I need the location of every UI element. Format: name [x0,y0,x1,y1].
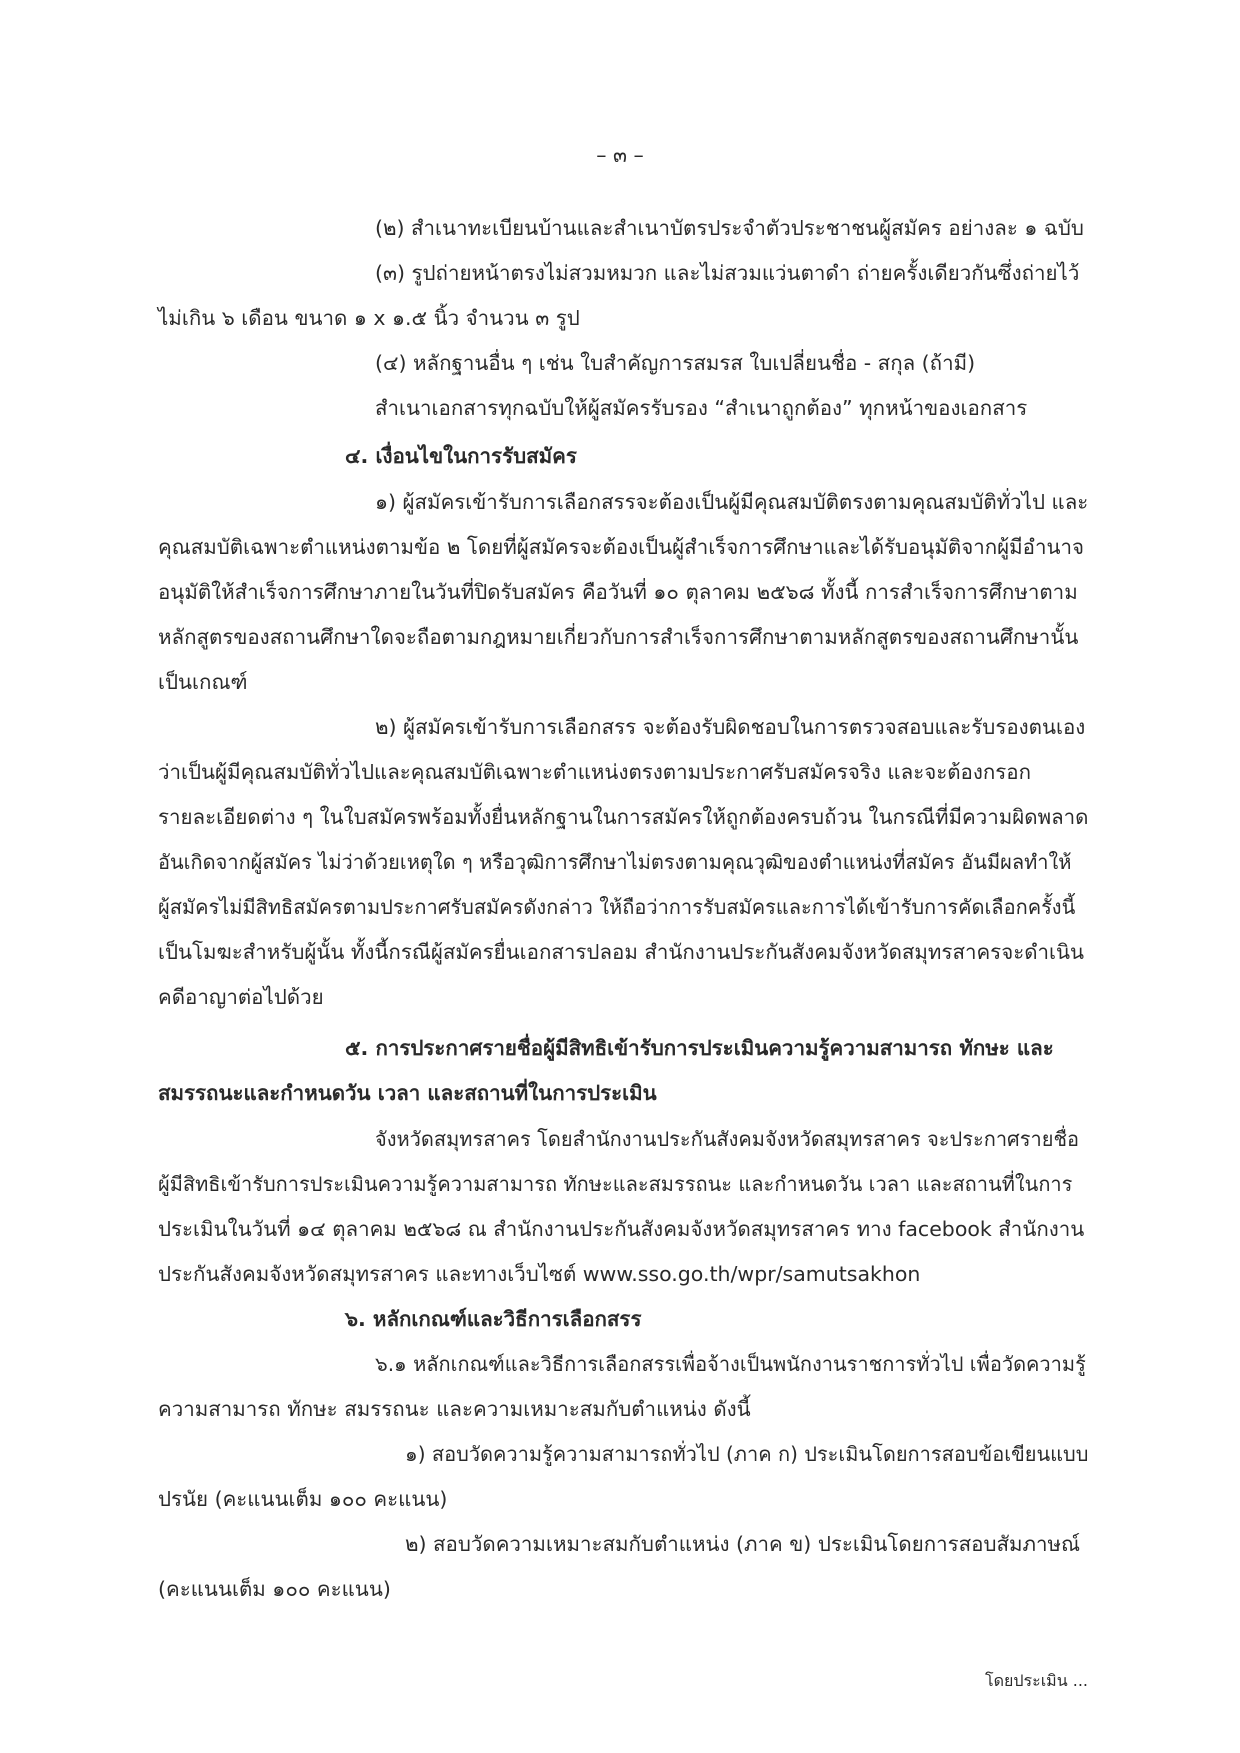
section-4-p2-line: ผู้สมัครไม่มีสิทธิสมัครตามประกาศรับสมัครดังกล่าว ให้ถือว่าการรับสมัครและการได้เข้ารับการคัดเลือกครั้งนี้ [158,895,1076,919]
section-5-p1-line: จังหวัดสมุทรสาคร โดยสำนักงานประกันสังคมจังหวัดสมุทรสาคร จะประกาศรายชื่อ [375,1127,1080,1151]
section-4-p2-line: ว่าเป็นผู้มีคุณสมบัติทั่วไปและคุณสมบัติเฉพาะตำแหน่งตรงตามประกาศรับสมัครจริง และจะต้องกรอก [158,760,1032,784]
section-4-p1-line: อนุมัติให้สำเร็จการศึกษาภายในวันที่ปิดรับสมัคร คือวันที่ ๑๐ ตุลาคม ๒๕๖๘ ทั้งนี้ การสำเร็จการศึกษาตาม [158,580,1078,604]
section-5-heading-line: สมรรถนะและกำหนดวัน เวลา และสถานที่ในการประเมิน [158,1081,657,1105]
section-4-heading: ๔. เงื่อนไขในการรับสมัคร [345,444,577,468]
section-6-p1-line: ความสามารถ ทักษะ สมรรถนะ และความเหมาะสมกับตำแหน่ง ดังนี้ [158,1397,751,1421]
section-5-heading-line: ๕. การประกาศรายชื่อผู้มีสิทธิเข้ารับการประเมินความรู้ความสามารถ ทักษะ และ [345,1036,1054,1060]
section-4-p2-line: ๒) ผู้สมัครเข้ารับการเลือกสรร จะต้องรับผิดชอบในการตรวจสอบและรับรองตนเอง [375,715,1086,739]
section-4-p1-line: หลักสูตรของสถานศึกษาใดจะถือตามกฎหมายเกี่ยวกับการสำเร็จการศึกษาตามหลักสูตรของสถานศึกษานั้น [158,625,1079,649]
section-6-item-1-line: ปรนัย (คะแนนเต็ม ๑๐๐ คะแนน) [158,1487,448,1511]
section-5-p1-line: ประเมินในวันที่ ๑๔ ตุลาคม ๒๕๖๘ ณ สำนักงานประกันสังคมจังหวัดสมุทรสาคร ทาง facebook สำนักงาน [158,1217,1085,1241]
section-6-item-2-line: (คะแนนเต็ม ๑๐๐ คะแนน) [158,1577,391,1601]
section-6-item-1-line: ๑) สอบวัดความรู้ความสามารถทั่วไป (ภาค ก) ประเมินโดยการสอบข้อเขียนแบบ [405,1442,1089,1466]
section-4-p2-line: เป็นโมฆะสำหรับผู้นั้น ทั้งนี้กรณีผู้สมัครยื่นเอกสารปลอม สำนักงานประกันสังคมจังหวัดสมุทรสาครจะดำเนิน [158,940,1085,964]
section-5-p1-line: ประกันสังคมจังหวัดสมุทรสาคร และทางเว็บไซต์ www.sso.go.th/wpr/samutsakhon [158,1262,921,1286]
section-6-heading: ๖. หลักเกณฑ์และวิธีการเลือกสรร [345,1307,642,1331]
section-4-p2-line: อันเกิดจากผู้สมัคร ไม่ว่าด้วยเหตุใด ๆ หรือวุฒิการศึกษาไม่ตรงตามคุณวุฒิของตำแหน่งที่สมัคร อันมีผลทำให้ [158,850,1072,874]
section-5-p1-line: ผู้มีสิทธิเข้ารับการประเมินความรู้ความสามารถ ทักษะและสมรรถนะ และกำหนดวัน เวลา และสถานที่ในการ [158,1172,1073,1196]
doc-item-3-line2: ไม่เกิน ๖ เดือน ขนาด ๑ x ๑.๕ นิ้ว จำนวน ๓ รูป [158,306,580,330]
section-6-item-2-line: ๒) สอบวัดความเหมาะสมกับตำแหน่ง (ภาค ข) ประเมินโดยการสอบสัมภาษณ์ [405,1532,1081,1556]
section-4-p2-line: คดีอาญาต่อไปด้วย [158,985,324,1009]
section-4-p2-line: รายละเอียดต่าง ๆ ในใบสมัครพร้อมทั้งยื่นหลักฐานในการสมัครให้ถูกต้องครบถ้วน ในกรณีที่มีความผิดพลาด [158,805,1089,829]
doc-item-3-line1: (๓) รูปถ่ายหน้าตรงไม่สวมหมวก และไม่สวมแว่นตาดำ ถ่ายครั้งเดียวกันซึ่งถ่ายไว้ [375,261,1080,285]
doc-item-4: (๔) หลักฐานอื่น ๆ เช่น ใบสำคัญการสมรส ใบเปลี่ยนชื่อ - สกุล (ถ้ามี) [375,351,976,375]
section-4-p1-line: ๑) ผู้สมัครเข้ารับการเลือกสรรจะต้องเป็นผู้มีคุณสมบัติตรงตามคุณสมบัติทั่วไป และ [375,490,1089,514]
doc-item-2: (๒) สำเนาทะเบียนบ้านและสำเนาบัตรประจำตัวประชาชนผู้สมัคร อย่างละ ๑ ฉบับ [375,216,1084,240]
section-4-p1-line: เป็นเกณฑ์ [158,670,248,694]
section-4-p1-line: คุณสมบัติเฉพาะตำแหน่งตามข้อ ๒ โดยที่ผู้สมัครจะต้องเป็นผู้สำเร็จการศึกษาและได้รับอนุมัติจากผู้มีอำนาจ [158,535,1085,559]
doc-certify-note: สำเนาเอกสารทุกฉบับให้ผู้สมัครรับรอง “สำเนาถูกต้อง” ทุกหน้าของเอกสาร [375,396,1028,420]
page-number: – ๓ – [596,143,644,167]
section-6-p1-line: ๖.๑ หลักเกณฑ์และวิธีการเลือกสรรเพื่อจ้างเป็นพนักงานราชการทั่วไป เพื่อวัดความรู้ [375,1352,1086,1376]
next-page-continuation: โดยประเมิน ... [985,1671,1088,1690]
